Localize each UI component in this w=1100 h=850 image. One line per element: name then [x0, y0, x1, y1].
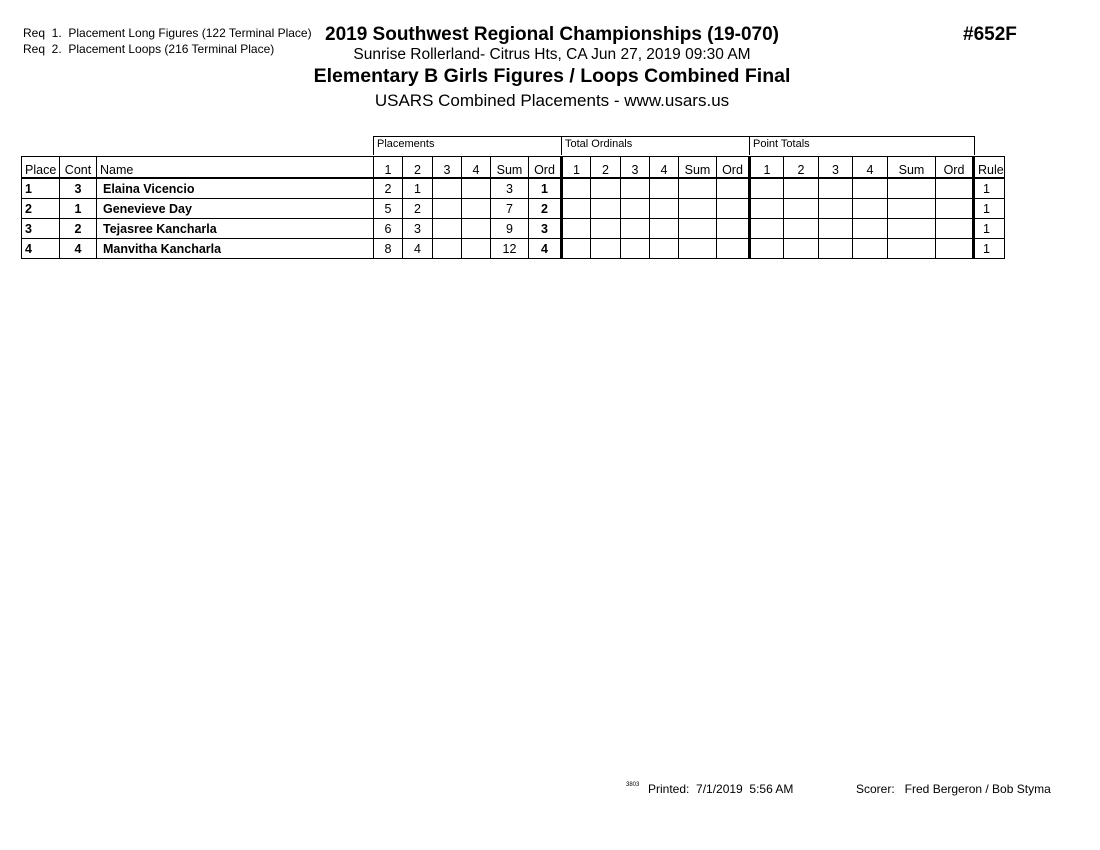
- row-ordinals-3: [621, 219, 650, 239]
- row-points-2: [784, 219, 819, 239]
- row-placement-ord: 1: [529, 178, 562, 199]
- col-header-rule: Rule: [974, 157, 1005, 179]
- row-points-4: [853, 239, 888, 259]
- row-placement-2: 1: [403, 178, 433, 199]
- row-ordinals-sum: [679, 199, 717, 219]
- row-points-3: [819, 239, 853, 259]
- col-header-points-ord: Ord: [936, 157, 974, 179]
- row-placement-sum: 9: [491, 219, 529, 239]
- row-points-ord: [936, 178, 974, 199]
- row-ordinals-2: [591, 199, 621, 219]
- row-points-4: [853, 219, 888, 239]
- table-row: [22, 219, 1005, 239]
- row-points-2: [784, 199, 819, 219]
- row-ordinals-3: [621, 178, 650, 199]
- row-placement-4: [462, 239, 491, 259]
- row-points-2: [784, 239, 819, 259]
- row-placement-3: [433, 219, 462, 239]
- row-ordinals-4: [650, 199, 679, 219]
- row-ordinals-ord: [717, 178, 750, 199]
- row-placement-3: [433, 239, 462, 259]
- table-row: [22, 178, 1005, 199]
- event-info: USARS Combined Placements - www.usars.us: [374, 91, 730, 110]
- row-name: Manvitha Kancharla: [97, 239, 374, 259]
- printed-timestamp: Printed: 7/1/2019 5:56 AM: [648, 782, 794, 796]
- row-ordinals-1: [562, 219, 591, 239]
- row-ordinals-1: [562, 178, 591, 199]
- row-points-1: [750, 219, 784, 239]
- row-points-2: [784, 178, 819, 199]
- group-header-point-totals: Point Totals: [749, 136, 975, 155]
- row-placement-3: [433, 199, 462, 219]
- requirement-2: Req 2. Placement Loops (216 Terminal Place): [23, 42, 275, 56]
- row-cont: 3: [60, 178, 97, 199]
- row-ordinals-2: [591, 219, 621, 239]
- row-points-sum: [888, 219, 936, 239]
- row-points-1: [750, 239, 784, 259]
- row-cont: 4: [60, 239, 97, 259]
- row-points-1: [750, 178, 784, 199]
- row-ordinals-4: [650, 219, 679, 239]
- row-placement-sum: 7: [491, 199, 529, 219]
- row-placement-1: 5: [374, 199, 403, 219]
- col-header-points-sum: Sum: [888, 157, 936, 179]
- row-placement-2: 3: [403, 219, 433, 239]
- row-placement-4: [462, 219, 491, 239]
- col-header-placement-ord: Ord: [529, 157, 562, 179]
- col-header-place: Place: [22, 157, 60, 179]
- row-points-sum: [888, 178, 936, 199]
- row-placement-1: 2: [374, 178, 403, 199]
- row-placement-1: 8: [374, 239, 403, 259]
- requirement-1: Req 1. Placement Long Figures (122 Terminal Place): [23, 26, 312, 40]
- row-points-3: [819, 199, 853, 219]
- col-header-name: Name: [97, 157, 374, 179]
- col-header-cont: Cont: [60, 157, 97, 179]
- row-points-ord: [936, 219, 974, 239]
- row-points-3: [819, 178, 853, 199]
- row-placement-ord: 2: [529, 199, 562, 219]
- row-rule: 1: [974, 219, 1005, 239]
- row-ordinals-3: [621, 199, 650, 219]
- results-table: [21, 156, 1005, 259]
- venue-date: Sunrise Rollerland- Citrus Hts, CA Jun 27, 2019 09:30 AM: [353, 46, 751, 63]
- row-points-sum: [888, 199, 936, 219]
- row-cont: 2: [60, 219, 97, 239]
- row-placement-ord: 4: [529, 239, 562, 259]
- row-ordinals-sum: [679, 219, 717, 239]
- row-name: Tejasree Kancharla: [97, 219, 374, 239]
- row-ordinals-ord: [717, 239, 750, 259]
- row-place: 3: [22, 219, 60, 239]
- row-ordinals-2: [591, 239, 621, 259]
- col-header-placement-4: 4: [462, 157, 491, 179]
- page-title: 2019 Southwest Regional Championships (19-070): [325, 24, 779, 45]
- row-ordinals-sum: [679, 178, 717, 199]
- row-placement-ord: 3: [529, 219, 562, 239]
- row-points-3: [819, 219, 853, 239]
- col-header-placement-sum: Sum: [491, 157, 529, 179]
- row-name: Elaina Vicencio: [97, 178, 374, 199]
- row-place: 4: [22, 239, 60, 259]
- table-row: [22, 199, 1005, 219]
- row-placement-1: 6: [374, 219, 403, 239]
- row-ordinals-1: [562, 199, 591, 219]
- row-placement-4: [462, 178, 491, 199]
- col-header-placement-3: 3: [433, 157, 462, 179]
- row-place: 1: [22, 178, 60, 199]
- scorer-names: Scorer: Fred Bergeron / Bob Styma: [856, 782, 1051, 796]
- table-row: [22, 239, 1005, 259]
- row-ordinals-sum: [679, 239, 717, 259]
- row-points-1: [750, 199, 784, 219]
- row-points-ord: [936, 239, 974, 259]
- row-placement-sum: 3: [491, 178, 529, 199]
- row-points-4: [853, 199, 888, 219]
- col-header-points-3: 3: [819, 157, 853, 179]
- row-points-ord: [936, 199, 974, 219]
- row-ordinals-2: [591, 178, 621, 199]
- row-ordinals-4: [650, 239, 679, 259]
- row-ordinals-ord: [717, 219, 750, 239]
- row-place: 2: [22, 199, 60, 219]
- row-ordinals-ord: [717, 199, 750, 219]
- col-header-placement-2: 2: [403, 157, 433, 179]
- col-header-ordinals-4: 4: [650, 157, 679, 179]
- row-points-4: [853, 178, 888, 199]
- col-header-placement-1: 1: [374, 157, 403, 179]
- col-header-ordinals-sum: Sum: [679, 157, 717, 179]
- col-header-ordinals-3: 3: [621, 157, 650, 179]
- event-number: #652F: [963, 24, 1017, 45]
- row-ordinals-4: [650, 178, 679, 199]
- group-header-total-ordinals: Total Ordinals: [561, 136, 749, 155]
- group-header-placements: Placements: [373, 136, 561, 155]
- event-name: Elementary B Girls Figures / Loops Combined Final: [313, 65, 791, 87]
- col-header-ordinals-2: 2: [591, 157, 621, 179]
- col-header-ordinals-1: 1: [562, 157, 591, 179]
- col-header-points-2: 2: [784, 157, 819, 179]
- col-header-points-1: 1: [750, 157, 784, 179]
- col-header-points-4: 4: [853, 157, 888, 179]
- row-placement-2: 4: [403, 239, 433, 259]
- row-name: Genevieve Day: [97, 199, 374, 219]
- table-header-row: [22, 157, 1005, 179]
- row-placement-4: [462, 199, 491, 219]
- row-placement-3: [433, 178, 462, 199]
- row-rule: 1: [974, 199, 1005, 219]
- row-rule: 1: [974, 239, 1005, 259]
- row-ordinals-3: [621, 239, 650, 259]
- row-placement-sum: 12: [491, 239, 529, 259]
- row-ordinals-1: [562, 239, 591, 259]
- col-header-ordinals-ord: Ord: [717, 157, 750, 179]
- row-placement-2: 2: [403, 199, 433, 219]
- row-points-sum: [888, 239, 936, 259]
- row-cont: 1: [60, 199, 97, 219]
- report-code: 3803: [626, 782, 640, 788]
- row-rule: 1: [974, 178, 1005, 199]
